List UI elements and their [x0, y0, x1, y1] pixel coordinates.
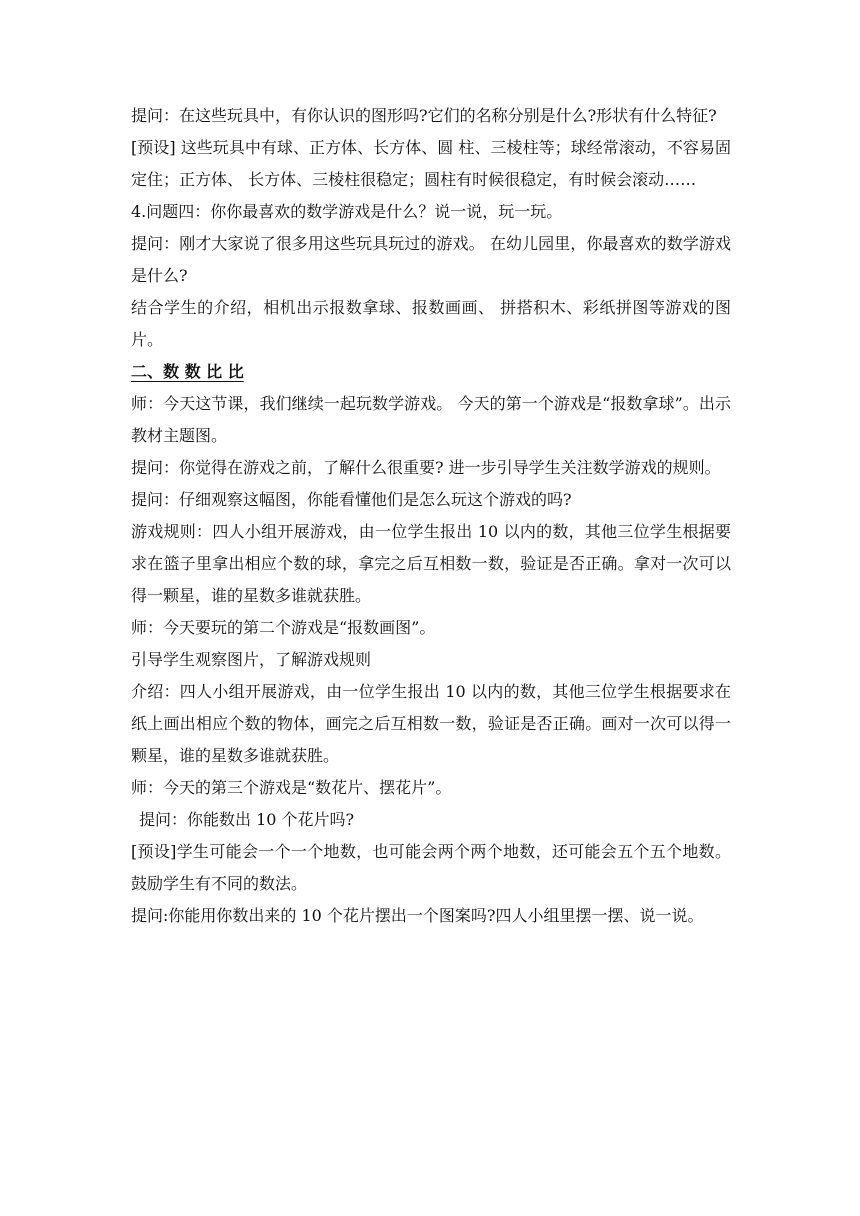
- paragraph-question-rules: 提问：你觉得在游戏之前，了解什么很重要? 进一步引导学生关注数学游戏的规则。: [131, 458, 721, 477]
- paragraph-preset-shapes: [预设] 这些玩具中有球、正方体、长方体、圆 柱、三棱柱等；球经常滚动，不容易固定住；正方体、 长方体、三棱柱很稳定；圆柱有时候很稳定，有时候会滚动……: [131, 138, 731, 189]
- paragraph-game-rules-balls: 游戏规则：四人小组开展游戏，由一位学生报出 10 以内的数，其他三位学生根据要求在篮子里拿出相应个数的球，拿完之后互相数一数，验证是否正确。拿对一次可以得一颗星，谁的星数多谁就获胜。: [131, 522, 731, 605]
- paragraph-second-game: 师：今天要玩的第二个游戏是“报数画图”。: [131, 618, 436, 637]
- paragraph-question-favorite-game: 提问：刚才大家说了很多用这些玩具玩过的游戏。 在幼儿园里，你最喜欢的数学游戏是什么?: [131, 234, 731, 285]
- paragraph-guide-observe: 引导学生观察图片，了解游戏规则: [131, 650, 372, 669]
- section-heading-count-compare: 二、数 数 比 比: [131, 362, 244, 381]
- paragraph-question-ten-chips: 提问：你能数出 10 个花片吗?: [139, 810, 355, 829]
- document-body: [131, 100, 731, 932]
- paragraph-preset-counting: [预设]学生可能会一个一个地数，也可能会两个两个地数，还可能会五个五个地数。鼓励学生有不同的数法。: [131, 842, 731, 893]
- paragraph-question-four: 4.问题四：你你最喜欢的数学游戏是什么？说一说，玩一玩。: [131, 202, 563, 221]
- paragraph-show-pictures: 结合学生的介绍，相机出示报数拿球、报数画画、 拼搭积木、彩纸拼图等游戏的图片。: [131, 298, 731, 349]
- paragraph-question-shapes: 提问：在这些玩具中，有你认识的图形吗?它们的名称分别是什么?形状有什么特征?: [131, 106, 717, 125]
- paragraph-question-pattern: 提问:你能用你数出来的 10 个花片摆出一个图案吗?四人小组里摆一摆、说一说。: [131, 906, 704, 925]
- paragraph-third-game: 师：今天的第三个游戏是“数花片、摆花片”。: [131, 778, 452, 797]
- paragraph-first-game: 师：今天这节课，我们继续一起玩数学游戏。 今天的第一个游戏是“报数拿球”。出示教材主题图。: [131, 394, 731, 445]
- paragraph-game-rules-drawing: 介绍：四人小组开展游戏，由一位学生报出 10 以内的数，其他三位学生根据要求在纸上画出相应个数的物体，画完之后互相数一数，验证是否正确。画对一次可以得一颗星，谁的星数多谁就获胜。: [131, 682, 731, 765]
- paragraph-question-observe: 提问：仔细观察这幅图，你能看懂他们是怎么玩这个游戏的吗?: [131, 490, 572, 509]
